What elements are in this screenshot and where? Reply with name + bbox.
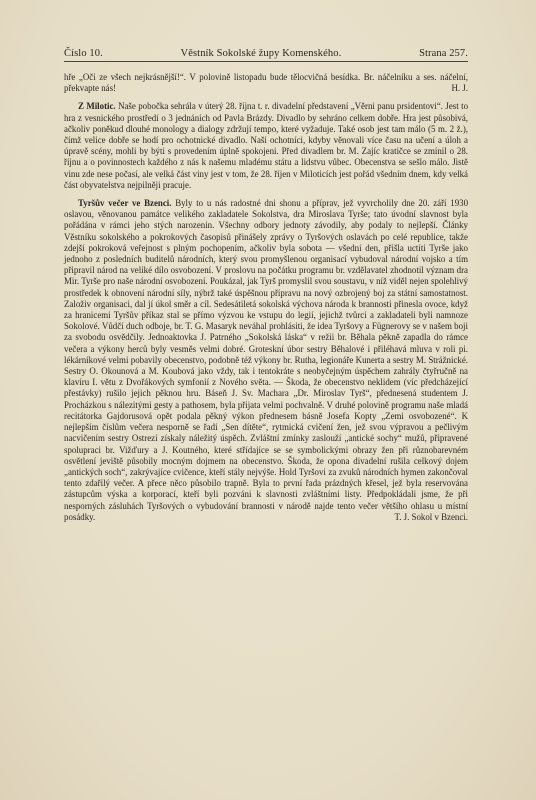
page-header [64,48,468,62]
issue-number: Číslo 10. [64,48,103,59]
page-number: Strana 257. [419,48,468,59]
bzenec-heading: Tyršův večer ve Bzenci. [78,198,172,209]
intro-paragraph [64,72,468,94]
milotic-heading: Z Milotic. [78,101,116,112]
journal-title: Věstník Sokolské župy Komenského. [180,48,342,59]
article-body [64,72,468,523]
intro-text: hře „Oči ze všech nejkrásnější!“. V polovině listopadu bude tělocvičná besídka. Br. náčelníku a ses. náčelní, překvapte nás! [64,72,468,94]
bzenec-signature: T. J. Sokol v Bzenci. [394,511,468,522]
intro-signature: H. J. [451,83,468,94]
milotic-paragraph [64,101,468,191]
bzenec-paragraph [64,198,468,523]
bzenec-text: Byly to u nás radostné dni shonu a příprav, jež vyvrcholily dne 20. září 1930 oslavou, věnovanou památce velikého zakladatele Sokolstva, dra Miroslava Tyrše; tato úvodní slavnost byla pořádána v rámci jeho stých narozenin. Všechny odbory jednoty závodily, aby podaly to nejlepší. Články Věstníku sokolského a pokrokových časopisů přinášely zprávy o Tyršových oslavách po celé republice, takže zdejší pokroková veřejnost s plným pochopením, ačkoliv byla sobota — všední den, přišla uctíti Tyrše jako jednoho z posledních buditelů národních, který svou promyšlenou organisací vybudoval národní vojsko a tím připravil národ na veliké dílo osvobození. V proslovu na počátku programu br. vzdělavatel zhodnotil význam dra Mir. Tyrše pro naše národní osvobození. Poukázal, jak Tyrš promyslil svou soustavu, v níž viděl nejen spolehlivý prostředek k obnovení národní síly, nýbrž také úspěšnou přípravu na nový ozbrojený boj za státní samostatnost. Založiv organisaci, dal jí úkol směr a cíl. Sedesátiletá sokolská výchova národa k brannosti přinesla ovoce, když za hranicemi Tyršův příkaz stal se přímo výzvou ke vstupu do legií, jejichž tvůrci a zakladateli byli namnoze Sokolové. Vůdčí duch odboje, br. T. G. Masaryk neváhal prohlásiti, že idea Tyršovy a Fügnerovy se v našem boji za svobodu osvědčily. Jednoaktovka J. Patrného „Sokolská láska“ v režii br. Běhala pěkně zapadla do rámce večera a výkony herců byly vesměs velmi dobré. Groteskní úbor sestry Běhalové i přiléhavá mluva v roli pi. lékárníkové velmi pobavily obecenstvo, podobně též výkony br. Rutha, legionáře Kunerta a sestry M. Strážnické. Sestry O. Okounová a M. Koubová jako vždy, tak i tentokráte s neobyčejným úspěchem zahrály čtyřručně na klavíru I. větu z Dvořákových symfonií z Nového světa. — Škoda, že obecenstvo neklidem (víc předcházející přestávky) rušilo jejich pěknou hru. Báseň J. Sv. Machara „Dr. Miroslav Tyrš“, přednesená studentem J. Procházkou s nálezitými gesty a pathosem, byla přijata velmi pochvalně. V druhé polovině programu naše mladá recitátorka Gajdorusová opět podala pěkný výkon přednesem básně Josefa Kopty „Zemi osvobozené“. K nejlepším číslům večera nesporně se řadí „Sen dítěte“, rytmická cvičení žen, jež svou výpravou a pečlivým nacvičením sestry Ostrezí získaly náležitý úspěch. Zvláštní zmínky zaslouží „antické sochy“ mužů, připravené spolupraci br. Vižďury a J. Koutného, které střídajíce se se symbolickými obrazy žen při různobarevném osvětlení jeviště působily mocným dojmem na obecenstvo. Škoda, že opona divadelní rušila celkový dojem „antických soch“, zakrývajíce cvičence, kteří stály nejvýše. Hold Tyršovi za zvuků národních hymen zakončoval tento zdařilý večer. A přece něco působilo trapně. Byla to první řada prázdných křesel, jež byla reservována zástupcům výska a korporací, kteří byli pozváni k slavnosti zvláštními listy. Předpokládali jsme, že při nesporných zásluhách Tyršových o vybudování brannosti v národě najde tento večer většího ohlasu u místní posádky. [64,198,469,522]
milotic-text: Naše pobočka sehrála v úterý 28. října t. r. divadelní představení „Věrni panu prsidentovi“. Jest to hra z vesnického prostředí o 3 jednáních od Pavla Brázdy. Divadlo by sehráno celkem dobře. Hra jest působivá, ačkoliv poněkud dlouhé monology a dialogy zdržují tempo, které vyžaduje. Také osob jest tam málo (5 m. 2 ž.), čímž velice dobře se hodí pro ochotnické divadlo. Naši ochotníci, kdyby věnovali více času na učení a úloh a úpravě scény, mohli by býti s provedením úplně spokojeni. Před divadlem br. M. Zajíc kratičce se zmínil o 28. říjnu a o povinnostech každého z nás k našemu mladému státu a lidstvu vůbec. Obecenstva se sešlo málo. Jistě vinu zde nese počasí, ale velká část viny jest v tom, že 28. říjen v Miloticích jest pořád všedním dnem, kdy velká část obyvatelstva nejpilněji pracuje. [64,101,469,190]
